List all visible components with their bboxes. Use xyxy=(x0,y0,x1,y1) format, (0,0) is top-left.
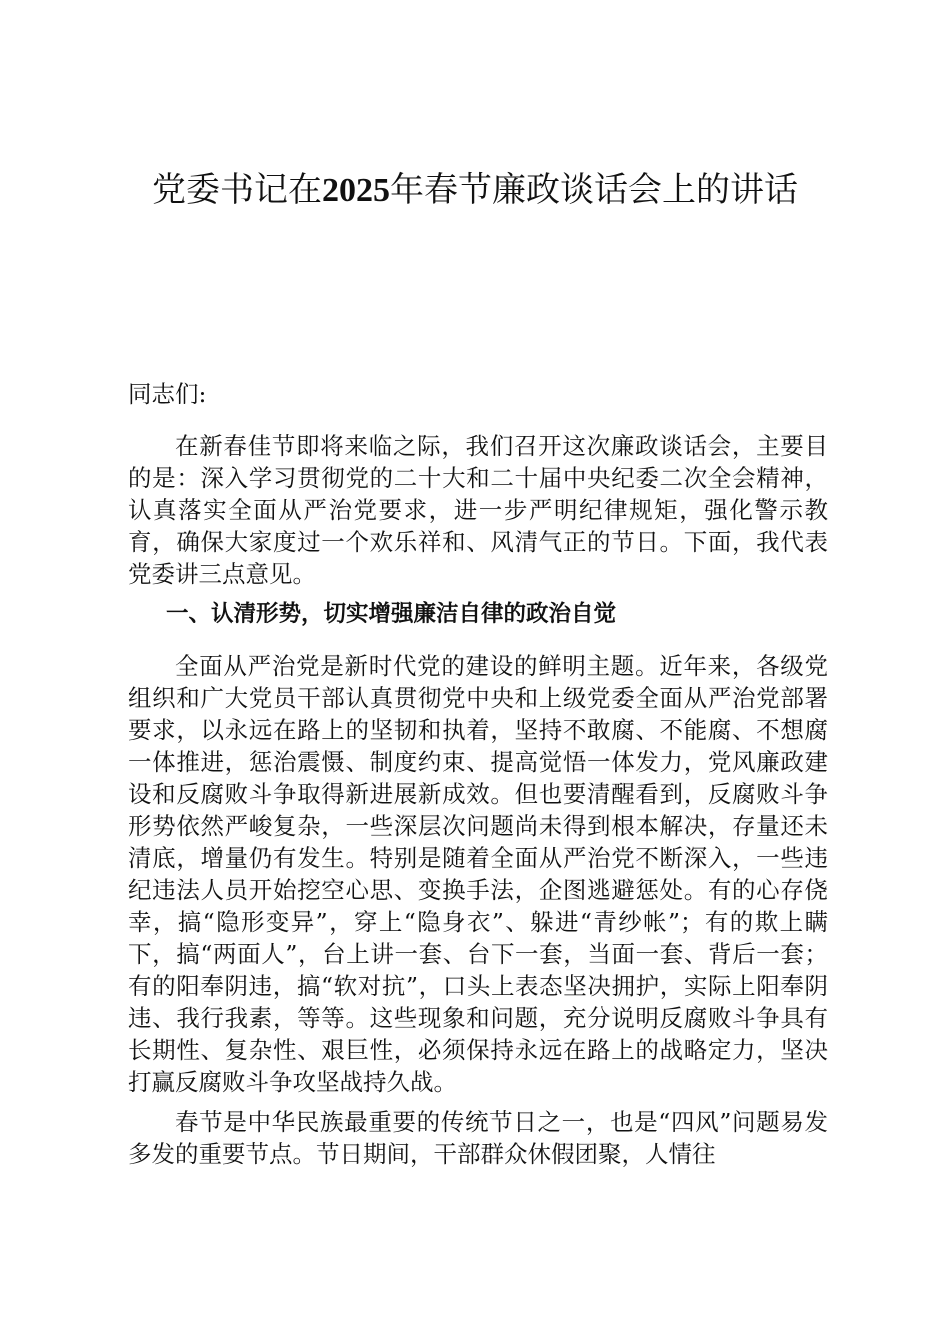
intro-paragraph: 在新春佳节即将来临之际，我们召开这次廉政谈话会，主要目的是：深入学习贯彻党的二十大和二十届中央纪委二次全会精神，认真落实全面从严治党要求，进一步严明纪律规矩，强化警示教育，确保大家度过一个欢乐祥和、风清气正的节日。下面，我代表党委讲三点意见。 xyxy=(128,432,828,588)
body-paragraph: 全面从严治党是新时代党的建设的鲜明主题。近年来，各级党组织和广大党员干部认真贯彻党中央和上级党委全面从严治党部署要求，以永远在路上的坚韧和执着，坚持不敢腐、不能腐、不想腐一体推进，惩治震慑、制度约束、提高觉悟一体发力，党风廉政建设和反腐败斗争取得新进展新成效。但也要清醒看到，反腐败斗争形势依然严峻复杂，一些深层次问题尚未得到根本解决，存量还未清底，增量仍有发生。特别是随着全面从严治党不断深入，一些违纪违法人员开始挖空心思、变换手法，企图逃避惩处。有的心存侥幸，搞“隐形变异”，穿上“隐身衣”、躲进“青纱帐”；有的欺上瞒下，搞“两面人”，台上讲一套、台下一套，当面一套、背后一套；有的阳奉阴违，搞“软对抗”，口头上表态坚决拥护，实际上阳奉阴违、我行我素，等等。这些现象和问题，充分说明反腐败斗争具有长期性、复杂性、艰巨性，必须保持永远在路上的战略定力，坚决打赢反腐败斗争攻坚战持久战。 xyxy=(128,652,828,1096)
body-paragraph: 春节是中华民族最重要的传统节日之一，也是“四风”问题易发多发的重要节点。节日期间，干部群众休假团聚，人情往 xyxy=(128,1108,828,1168)
section-heading: 一、认清形势，切实增强廉洁自律的政治自觉 xyxy=(166,601,617,627)
title-suffix: 年春节廉政谈话会上的讲话 xyxy=(390,170,798,210)
document-title xyxy=(60,166,890,215)
title-prefix: 党委书记在 xyxy=(152,170,322,210)
salutation: 同志们: xyxy=(128,380,207,408)
title-year: 2025 xyxy=(322,172,390,209)
